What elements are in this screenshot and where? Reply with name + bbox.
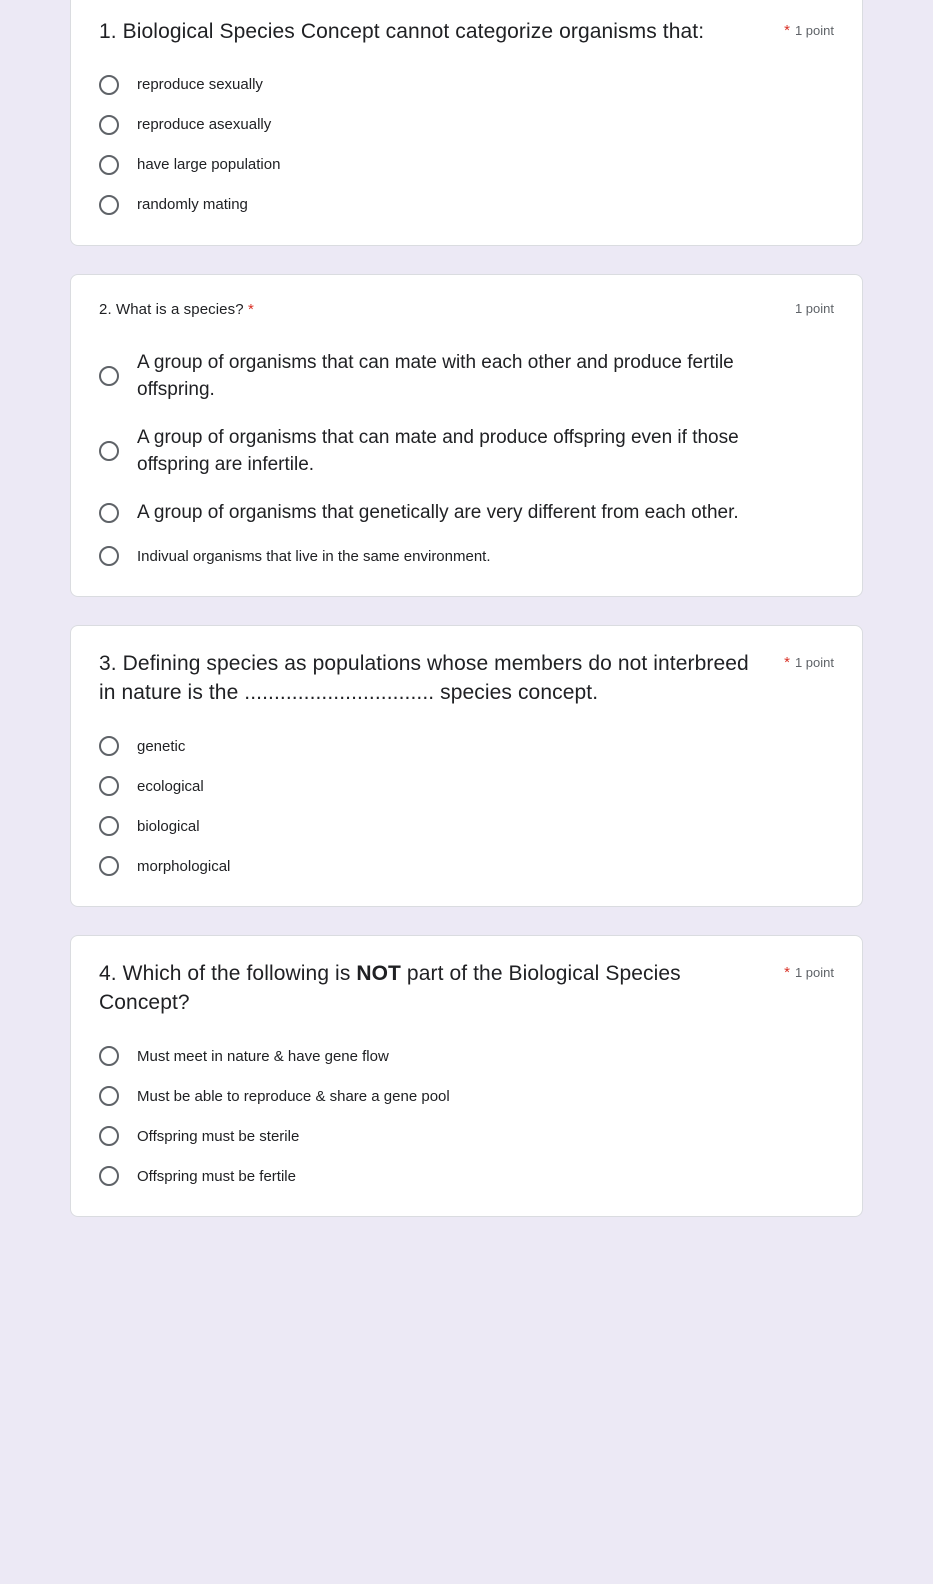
radio-icon[interactable] xyxy=(99,546,119,566)
option-row[interactable] xyxy=(99,185,834,225)
options-list-4 xyxy=(99,1036,834,1196)
radio-icon[interactable] xyxy=(99,115,119,135)
radio-icon[interactable] xyxy=(99,736,119,756)
option-row[interactable] xyxy=(99,726,834,766)
option-row[interactable] xyxy=(99,489,834,537)
required-asterisk-1: * xyxy=(784,22,790,39)
option-label: reproduce asexually xyxy=(137,116,272,134)
question-card-1 xyxy=(70,0,863,246)
question-card-3 xyxy=(70,625,863,907)
option-row[interactable] xyxy=(99,846,834,886)
option-label: A group of organisms that can mate and produce offspring even if those offspring are infertile. xyxy=(137,426,739,476)
question-header-2 xyxy=(99,299,834,321)
options-list-3 xyxy=(99,726,834,886)
points-wrapper-4 xyxy=(784,960,834,981)
question-card-2 xyxy=(70,274,863,597)
option-row[interactable] xyxy=(99,65,834,105)
option-label: Must be able to reproduce & share a gene pool xyxy=(137,1087,450,1105)
points-label-1: 1 point xyxy=(794,23,834,38)
question-header-4 xyxy=(99,960,834,1018)
question-text-4-part1: 4. Which of the following is xyxy=(99,962,357,986)
option-row[interactable] xyxy=(99,414,834,489)
radio-icon[interactable] xyxy=(99,75,119,95)
option-label: biological xyxy=(137,817,200,835)
option-row[interactable] xyxy=(99,766,834,806)
question-title-2 xyxy=(99,299,781,321)
points-label-3: 1 point xyxy=(794,655,834,671)
option-label: have large population xyxy=(137,156,281,174)
radio-icon[interactable] xyxy=(99,776,119,796)
option-label: ecological xyxy=(137,777,204,795)
option-label: A group of organisms that can mate with each other and produce fertile offspring. xyxy=(137,351,734,401)
option-row[interactable] xyxy=(99,1116,834,1156)
question-text-2: 2. What is a species? xyxy=(99,300,244,318)
question-card-4 xyxy=(70,935,863,1217)
radio-icon[interactable] xyxy=(99,1046,119,1066)
required-asterisk-2: * xyxy=(247,300,254,318)
question-header-3 xyxy=(99,650,834,708)
radio-icon[interactable] xyxy=(99,503,119,523)
points-label-4: 1 point xyxy=(794,965,834,981)
radio-icon[interactable] xyxy=(99,195,119,215)
option-label: genetic xyxy=(137,737,186,755)
option-label: A group of organisms that genetically are very different from each other. xyxy=(137,501,739,523)
radio-icon[interactable] xyxy=(99,1126,119,1146)
points-label-2: 1 point xyxy=(794,300,834,316)
points-wrapper-1 xyxy=(784,18,834,39)
options-list-1 xyxy=(99,65,834,225)
question-title-1: 1. Biological Species Concept cannot categorize organisms that: xyxy=(99,20,705,43)
points-wrapper-3 xyxy=(784,650,834,671)
required-asterisk-3: * xyxy=(784,654,790,672)
points-wrapper-2 xyxy=(795,299,834,317)
radio-icon[interactable] xyxy=(99,441,119,461)
required-asterisk-4: * xyxy=(784,964,790,982)
question-emphasis-not: NOT xyxy=(356,962,401,986)
question-text-4-part2: part of the Biological Species Concept? xyxy=(99,962,681,1015)
options-list-2 xyxy=(99,339,834,577)
radio-icon[interactable] xyxy=(99,856,119,876)
option-row[interactable] xyxy=(99,105,834,145)
radio-icon[interactable] xyxy=(99,816,119,836)
option-row[interactable] xyxy=(99,339,834,414)
option-row[interactable] xyxy=(99,1076,834,1116)
option-label: Must meet in nature & have gene flow xyxy=(137,1047,389,1065)
question-title-4 xyxy=(99,960,770,1018)
option-row[interactable] xyxy=(99,145,834,185)
option-row[interactable] xyxy=(99,1036,834,1076)
option-label: randomly mating xyxy=(137,196,248,214)
option-row[interactable] xyxy=(99,536,834,576)
radio-icon[interactable] xyxy=(99,1166,119,1186)
option-label: Offspring must be sterile xyxy=(137,1127,300,1145)
option-row[interactable] xyxy=(99,806,834,846)
radio-icon[interactable] xyxy=(99,155,119,175)
option-label: reproduce sexually xyxy=(137,76,263,94)
radio-icon[interactable] xyxy=(99,1086,119,1106)
radio-icon[interactable] xyxy=(99,366,119,386)
option-label: Indivual organisms that live in the same environment. xyxy=(137,547,491,565)
option-label: morphological xyxy=(137,857,231,875)
option-row[interactable] xyxy=(99,1156,834,1196)
question-header-1 xyxy=(99,18,834,47)
question-title-3: 3. Defining species as populations whose members do not interbreed in nature is the ................................ species concept. xyxy=(99,652,749,705)
option-label: Offspring must be fertile xyxy=(137,1167,296,1185)
